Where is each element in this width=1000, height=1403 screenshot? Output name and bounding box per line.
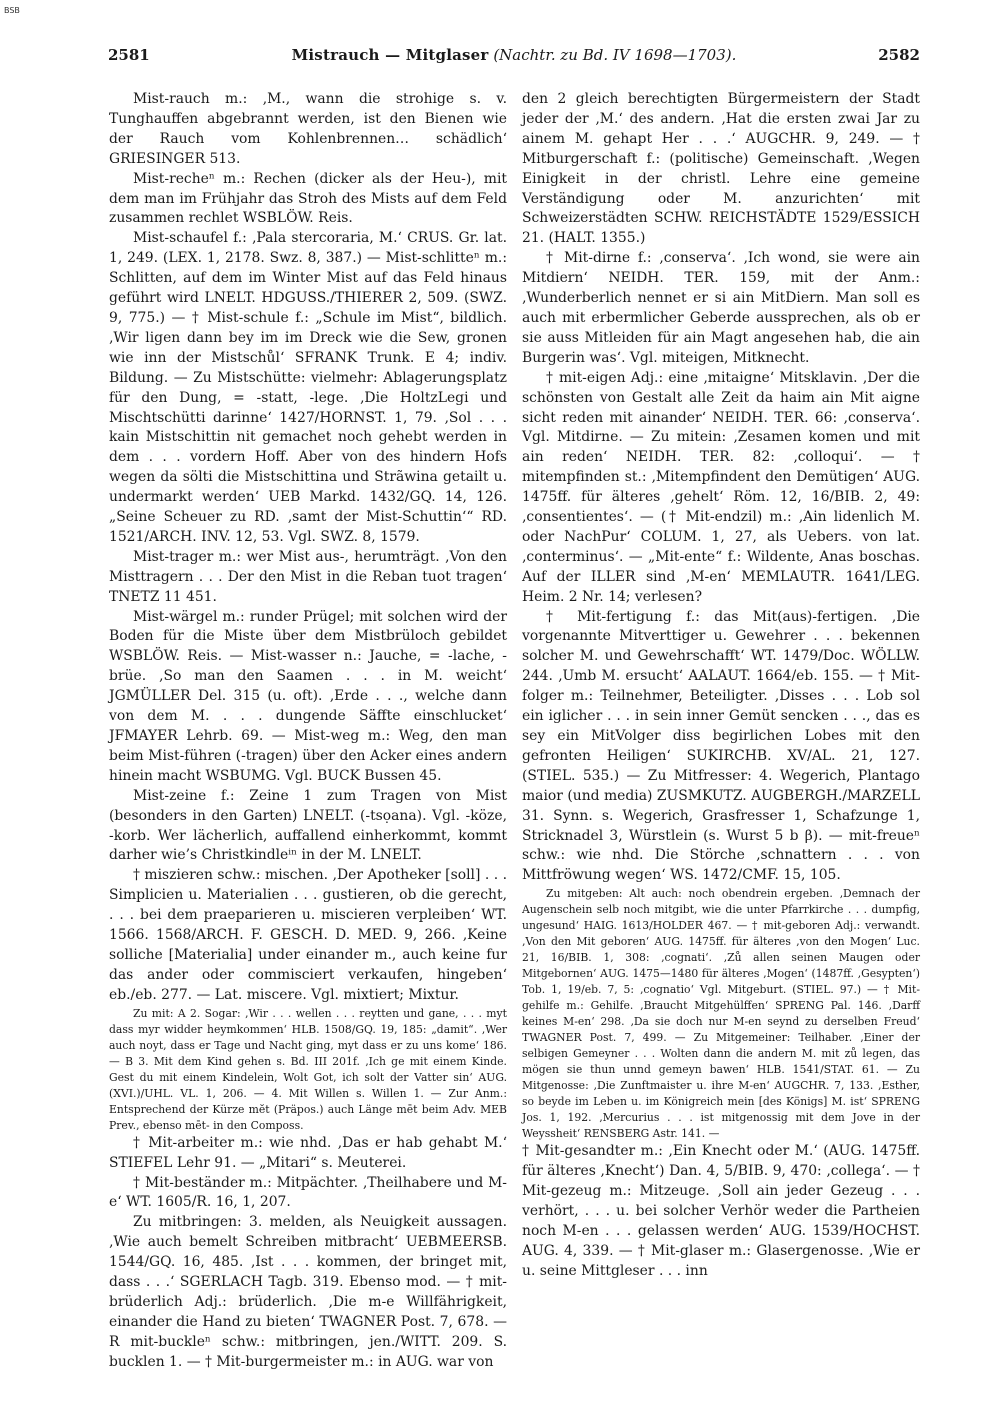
library-stamp: BSB xyxy=(4,6,20,15)
dictionary-entry: Mist-rauch m.: ‚M., wann die strohige s. v. Tunghauffen abgebrannt werden, ist den Bienen wie der Rauch vom Kohlenbrennen… schädlich‘ GRIESINGER 513. xyxy=(109,91,507,167)
page-number-left: 2581 xyxy=(108,46,150,64)
running-title xyxy=(108,46,920,64)
dictionary-entry: † Mit-fertigung f.: das Mit(aus)-fertigen. ‚Die vorgenannte Mitverttiger u. Gewehrer . . . bekennen solcher M. und Gewehrschafft‘ WT. 1479/Doc. WÖLLW. 244. ‚Umb M. ersucht‘ AALAUT. 1664/eb. 155. — † Mit-folger m.: Teilnehmer, Beteiligter. ‚Disses . . . Lob sol ein iglicher . . . in sein inner Gemüt sencken . . ., das es sey ein MitVolger diss begirlichen Lobes mit den gefronten Heiligen‘ SUKIRCHB. XV/AL. 21, 127. (STIEL. 535.) — Zu Mitfresser: 4. Wegerich, Plantago maior (und media) ZUSMKUTZ. AUGBERGH./MARZELL 31. Synn. s. Wegerich, Grasfresser 1, Schafzunge 1, Stricknadel 3, Würstlein (s. Wurst 5 b β). — mit-freueⁿ schw.: wie nhd. Die Störche ‚schnattern . . . von Mittfröwung wegen‘ WS. 1472/CMF. 15, 105. xyxy=(522,608,920,884)
dictionary-entry: † Mit-dirne f.: ‚conserva‘. ‚Ich wond, sie were ain Mitdiern‘ NEIDH. TER. 159, mit der Anm.: ‚Wunderberlich nennet er si ain MitDiern. Man soll es auch mit erbermlicher Geberde aussprechen, als ob er sie auss Mitleiden für ain Magt angesehen hab, die ain Burgerin was‘. Vgl. miteigen, Mitknecht. xyxy=(522,250,920,366)
dictionary-entry: Zu mit: A 2. Sogar: ‚Wir . . . wellen . . . reytten und gane, . . . myt dass myr widder heymkommen‘ HLB. 1508/GQ. 19, 185: „damit“. ‚Wer auch noyt, dass er Tage und Nacht ging, myt dass er zu uns kome‘ 186. — B 3. Mit dem Kind gehen s. Bd. III 201f. ‚Ich ge mit einem Kinde. Gest du mit einem Kindelein, Wolt Got, ich solt der Vatter sin‘ AUG. (XVI.)/UHL. VL. 1, 206. — 4. Mit Willen s. Willen 1. — Zur Anm.: Entsprechend der Kürze mĕt (Präpos.) auch Länge mēt beim Adv. MEB Prev., ebenso mēt- in den Composs. xyxy=(109,1006,507,1132)
dictionary-entry: † Mit-arbeiter m.: wie nhd. ‚Das er hab gehabt M.‘ STIEFEL Lehr 91. — „Mitari“ s. Meuterei. xyxy=(109,1134,507,1171)
dictionary-entry: Mist-zeine f.: Zeine 1 zum Tragen von Mist (besonders in den Garten) LNELT. (-tsọana). Vgl. -köze, -korb. Wer lächerlich, auffallend einherkommt, kommt darher wie’s Christkindleⁱⁿ in der M. LNELT. xyxy=(109,787,507,864)
page-header xyxy=(108,46,920,72)
dictionary-entry: † Mit-beständer m.: Mitpächter. ‚Theilhabere und M-e‘ WT. 1605/R. 16, 1, 207. xyxy=(109,1174,507,1211)
left-column xyxy=(109,90,507,1373)
dictionary-entry: Mist-schaufel f.: ‚Pala stercoraria, M.‘ CRUS. Gr. lat. 1, 249. (LEX. 1, 2178. Swz. 8, 387.) — Mist-schlitteⁿ m.: Schlitten, auf dem im Winter Mist auf das Feld hinaus geführt wird LNELT. HDGUSS./THIERER 2, 509. (SWZ. 9, 775.) — † Mist-schule f.: „Schule im Mist“, bildlich. ‚Wir ligen dann bey im im Dreck wie die Sew, gronen wie inn der Mistschůl‘ SFRANK Trunk. E 4; indiv. Bildung. — Zu Mistschütte: vielmehr: Ablagerungsplatz für den Dung, = -statt, -lege. ‚Die HoltzLegi und Mischtschütti darinne‘ 1427/HORNST. 1, 79. ‚Sol . . . kain Mistschittin nit gemachet noch gehebt werden in dem . . . vordern Hoff. Aber von des hindern Hofs wegen da sölti die Mistschittina und Strãwina getailt u. undermarkt werden‘ UEB Markd. 1432/GQ. 14, 126. „Seine Scheuer zu RD. ‚samt der Mist-Schuttin‘“ RD. 1521/ARCH. INV. 12, 53. Vgl. SWZ. 8, 1579. xyxy=(109,230,507,545)
dictionary-entry: † Mit-gesandter m.: ‚Ein Knecht oder M.‘ (AUG. 1475ff. für älteres ‚Knecht‘) Dan. 4, 5/BIB. 9, 470: ‚collega‘. — † Mit-gezeug m.: Mitzeuge. ‚Soll ain jeder Gezeug . . . verhört, . . . u. bei solcher Verhör weder die Partheien noch M-en . . . gelassen werden‘ AUG. 1539/HOCHST. AUG. 4, 339. — † Mit-glaser m.: Glasergenosse. ‚Wie er u. seine Mittgleser . . . inn xyxy=(522,1143,920,1279)
running-title-entries: Mistrauch — Mitglaser xyxy=(291,46,489,64)
dictionary-entry: Zu mitbringen: 3. melden, als Neuigkeit aussagen. ‚Wie auch bemelt Schreiben mitbracht‘ UEBMEERSB. 1544/GQ. 16, 485. ‚Ist . . . kommen, der bringet mit, dass . . .‘ SGERLACH Tagb. 319. Ebenso mod. — † mit-brüderlich Adj.: brüderlich. ‚Die m-e Willfährigkeit, einander die Hand zu bieten‘ TWAGNER Post. 7, 678. — R mit-buckleⁿ schw.: mitbringen, jen./WITT. 209. S. bucklen 1. — † Mit-burgermeister m.: in AUG. war von xyxy=(109,1214,507,1370)
dictionary-entry: † miszieren schw.: mischen. ‚Der Apotheker [soll] . . . Simplicien u. Materialien . . . gustieren, ob die gerecht, . . . bei dem praeparieren u. miscieren verpleiben‘ WT. 1566. 1568/ARCH. F. GESCH. D. MED. 9, 266. ‚Keine solliche [Materialia] under einander m., auch keine fur das ander oder commisciert verkaufen, hingeben‘ eb./eb. 277. — Lat. miscere. Vgl. mixtiert; Mixtur. xyxy=(109,867,507,1003)
running-title-reference: (Nachtr. zu Bd. IV 1698—1703). xyxy=(493,46,737,64)
dictionary-entry: Mist-trager m.: wer Mist aus-, herumträgt. ‚Von den Misttragern . . . Der den Mist in die Reban tuot tragen‘ TNETZ 11 451. xyxy=(109,548,507,605)
dictionary-entry: Mist-wärgel m.: runder Prügel; mit solchen wird der Boden für die Miste über dem Mistbrüloch gebildet WSBLÖW. Reis. — Mist-wasser n.: Jauche, = -lache, -brüe. ‚So man den Saamen . . . in M. weicht‘ JGMÜLLER Del. 315 (u. oft). ‚Erde . . ., welche dann von dem M. . . . dungende Säffte einschlucket‘ JFMAYER Lehrb. 69. — Mist-weg m.: Weg, den man beim Mist-führen (-tragen) über den Acker eines andern hinein macht WSBUMG. Vgl. BUCK Bussen 45. xyxy=(109,608,507,784)
dictionary-entry: den 2 gleich berechtigten Bürgermeistern der Stadt jeder der ‚M.‘ des andern. ‚Hat die ersten zwai Jar zu ainem M. gehapt Her . . .‘ AUGCHR. 9, 249. — † Mitburgerschaft f.: (politische) Gemeinschaft. ‚Wegen Einigkeit in der christl. Lehre eine gemeine Verständigung oder M. anzurichten‘ mit Schweizerstädten SCHW. REICHSTÄDTE 1529/ESSICH 21. (HALT. 1355.) xyxy=(522,91,920,247)
page-number-right: 2582 xyxy=(878,46,920,64)
dictionary-entry: Zu mitgeben: Alt auch: noch obendrein ergeben. ‚Demnach der Augenschein selb noch mitgibt, wie die unter Pfarrkirche . . . dumpfig, ungesund‘ HAIG. 1613/HOLDER 467. — † mit-geboren Adj.: verwandt. ‚Von den Mit geboren‘ AUG. 1475ff. für älteres ‚von den Mogen‘ Luc. 21, 16/BIB. 1, 308: ‚cognati‘. ‚Zů allen seinen Maugen oder Mitgebornen‘ AUG. 1475—1480 für älteres ‚Mogen‘ (1487ff. ‚Gesypten‘) Tob. 1, 19/eb. 7, 5: ‚cognatio‘ Vgl. Mitgeburt. (STIEL. 97.) — † Mit-gehilfe m.: Gehilfe. ‚Braucht Mitgehülffen‘ SPRENG Pal. 146. ‚Darff keines M-en‘ 298. ‚Da sie doch nur M-en seynd zu derselben Freud‘ TWAGNER Post. 7, 499. — Zu Mitgemeiner: Teilhaber. ‚Einer der selbigen Gemeyner . . . Wolten dann die andern M. mit zů legen, das mögen sie thun unnd gemeyn bawen‘ HLB. 1541/STAT. 61. — Zu Mitgenosse: ‚Die Zunftmaister u. ihre M-en‘ AUGCHR. 7, 133. ‚Esther, so beyde im Leben u. im Königreich mein [des Königs] M. ist‘ SPRENG Jos. 1, 192. ‚Mercurius . . . ist mitgenossig mit dem Jove in der Weyssheit‘ RENSBERG Astr. 141. — xyxy=(522,887,920,1141)
right-column xyxy=(522,90,920,1282)
dictionary-entry: Mist-recheⁿ m.: Rechen (dicker als der Heu-), mit dem man im Frühjahr das Stroh des Mists auf dem Feld zusammen rechlet WSBLÖW. Reis. xyxy=(109,170,507,227)
dictionary-entry: † mit-eigen Adj.: eine ‚mitaigne‘ Mitsklavin. ‚Der die schönsten von Gestalt alle Zeit da haim ain Mit aigne sicht reden mit ainander‘ NEIDH. TER. 66: ‚conserva‘. Vgl. Mitdirne. — Zu mitein: ‚Zesamen komen und mit ain reden‘ NEIDH. TER. 82: ‚colloqui‘. — † mitempfinden st.: ‚Mitempfindent den Demütigen‘ AUG. 1475ff. für älteres ‚gehelt‘ Röm. 12, 16/BIB. 2, 49: ‚consentientes‘. — († Mit-endzil) m.: ‚Ain lidenlich M. oder NachPur‘ COLUM. 1, 27, als Uebers. von lat. ‚conterminus‘. — „Mit-ente“ f.: Wildente, Anas boschas. Auf der ILLER sind ‚M-en‘ MEMLAUTR. 1641/LEG. Heim. 2 Nr. 14; verlesen? xyxy=(522,369,920,605)
